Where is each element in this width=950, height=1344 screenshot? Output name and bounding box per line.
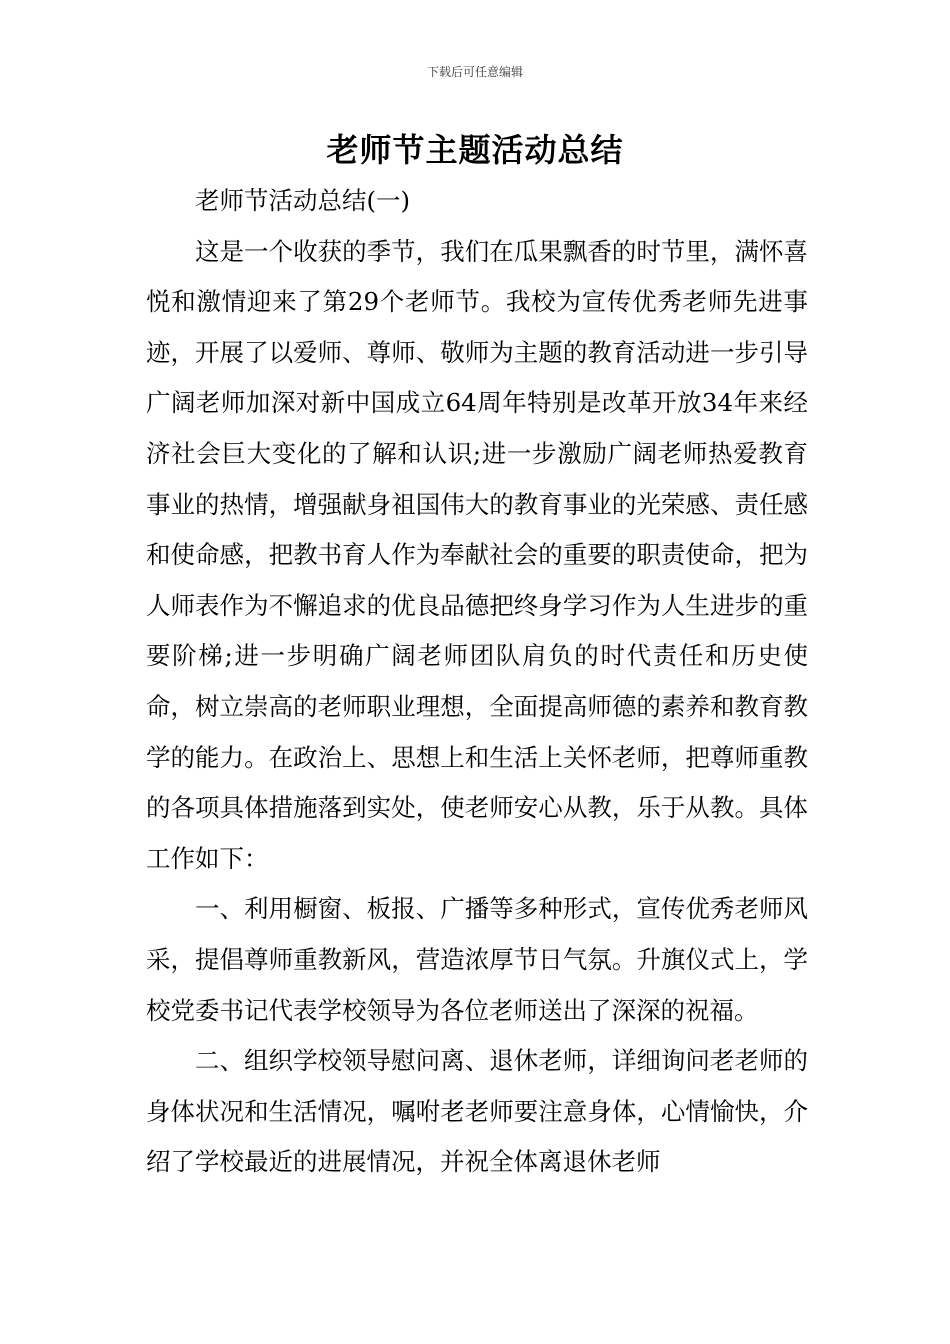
paragraph-item-1: 一、利用橱窗、板报、广播等多种形式，宣传优秀老师风采，提倡尊师重教新风，营造浓厚节日气氛。升旗仪式上，学校党委书记代表学校领导为各位老师送出了深深的祝福。 (146, 894, 808, 1025)
paragraph-item-2: 二、组织学校领导慰问离、退休老师，详细询问老老师的身体状况和生活情况，嘱咐老老师要注意身体，心情愉快，介绍了学校最近的进展情况，并祝全体离退休老师 (146, 1046, 808, 1177)
paragraph-intro: 这是一个收获的季节，我们在瓜果飘香的时节里，满怀喜悦和激情迎来了第29个老师节。我校为宣传优秀老师先进事迹，开展了以爱师、尊师、敬师为主题的教育活动进一步引导广阔老师加深对新中国成立64周年特别是改革开放34年来经济社会巨大变化的了解和认识;进一步激励广阔老师热爱教育事业的热情，增强献身祖国伟大的教育事业的光荣感、责任感和使命感，把教书育人作为奉献社会的重要的职责使命，把为人师表作为不懈追求的优良品德把终身学习作为人生进步的重要阶梯;进一步明确广阔老师团队肩负的时代责任和历史使命，树立崇高的老师职业理想，全面提高师德的素养和教育教学的能力。在政治上、思想上和生活上关怀老师，把尊师重教的各项具体措施落到实处，使老师安心从教，乐于从教。具体工作如下： (146, 236, 808, 873)
document-subtitle: 老师节活动总结(一) (195, 186, 411, 215)
document-title: 老师节主题活动总结 (326, 131, 624, 169)
header-note: 下载后可任意编辑 (426, 65, 523, 79)
document-body (146, 176, 808, 1188)
